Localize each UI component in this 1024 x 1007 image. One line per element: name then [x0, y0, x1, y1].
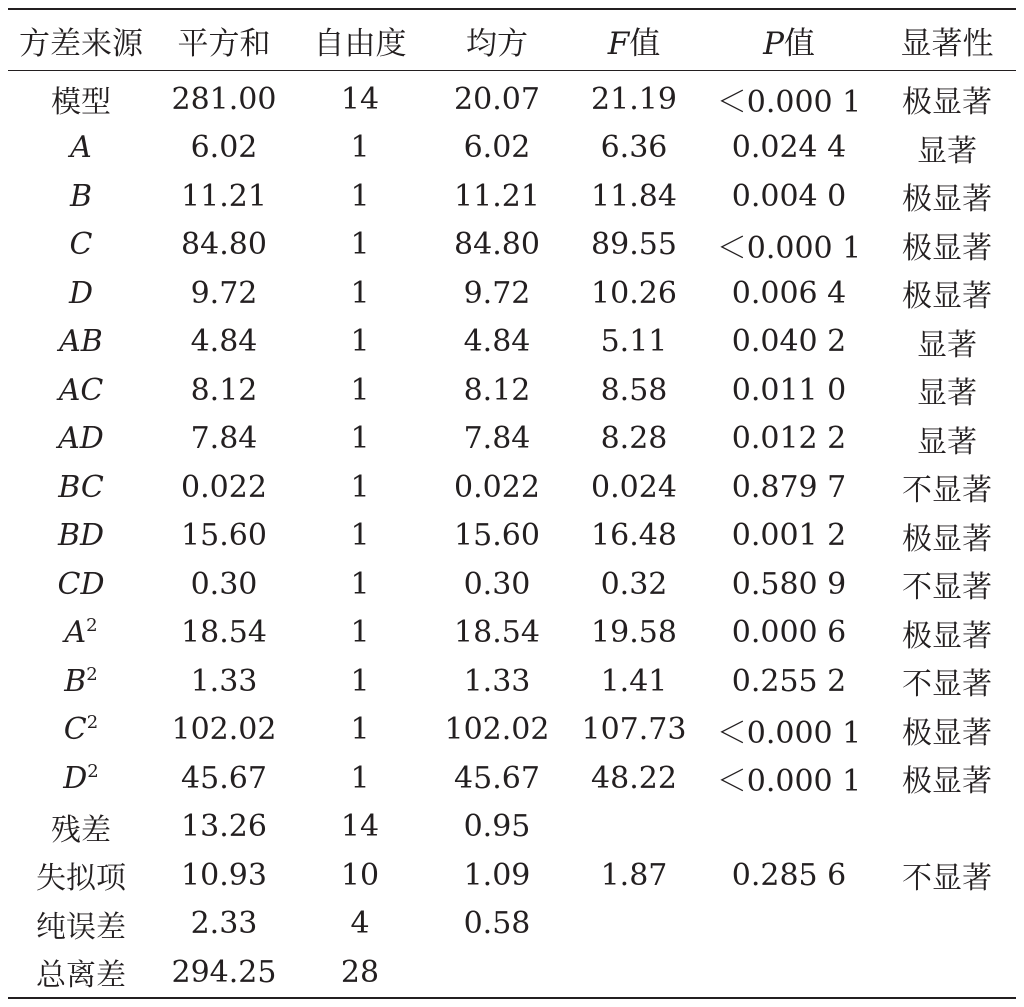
cell-sum-of-squares: 281.00 [171, 81, 277, 117]
cell-mean-square: 102.02 [444, 712, 550, 748]
cell-mean-square: 1.09 [463, 857, 531, 893]
cell-f-value: 11.84 [591, 178, 677, 214]
cell-degrees-of-freedom: 1 [350, 227, 370, 263]
cell-p-value: ＜0.000 1 [716, 230, 862, 266]
cell-p-value: 0.285 6 [731, 857, 847, 893]
table-row [8, 318, 1016, 367]
cell-sum-of-squares: 2.33 [190, 906, 258, 942]
cell-mean-square: 0.58 [463, 906, 531, 942]
cell-sum-of-squares: 11.21 [181, 178, 267, 214]
cell-significance: 极显著 [902, 230, 992, 266]
anova-table [8, 8, 1016, 999]
cell-degrees-of-freedom: 1 [350, 663, 370, 699]
cell-f-value [568, 900, 700, 949]
cell-p-value: ＜0.000 1 [716, 764, 862, 800]
cell-significance [878, 900, 1016, 949]
cell-degrees-of-freedom: 1 [350, 566, 370, 602]
anova-table-container [8, 8, 1016, 999]
cell-degrees-of-freedom: 1 [350, 469, 370, 505]
cell-p-value: 0.004 0 [731, 178, 847, 214]
header-source: 方差来源 [19, 25, 143, 62]
cell-sum-of-squares: 8.12 [190, 372, 258, 408]
header-f-value: F值 [607, 25, 661, 62]
cell-significance [878, 803, 1016, 852]
cell-significance: 极显著 [902, 764, 992, 800]
cell-significance: 不显著 [902, 861, 992, 897]
cell-significance: 极显著 [902, 279, 992, 315]
cell-p-value: 0.580 9 [731, 566, 847, 602]
cell-sum-of-squares: 0.022 [181, 469, 267, 505]
cell-p-value: 0.024 4 [731, 130, 847, 166]
cell-degrees-of-freedom: 1 [350, 372, 370, 408]
cell-f-value: 10.26 [591, 275, 677, 311]
cell-mean-square: 0.95 [463, 809, 531, 845]
cell-significance: 极显著 [902, 618, 992, 654]
cell-degrees-of-freedom: 1 [350, 615, 370, 651]
cell-degrees-of-freedom: 4 [350, 906, 370, 942]
cell-sum-of-squares: 6.02 [190, 130, 258, 166]
cell-p-value: 0.040 2 [731, 324, 847, 360]
cell-source: C [69, 227, 93, 263]
cell-significance: 显著 [917, 376, 977, 412]
cell-mean-square: 84.80 [454, 227, 540, 263]
cell-degrees-of-freedom: 1 [350, 130, 370, 166]
cell-significance: 不显著 [902, 667, 992, 703]
table-row [8, 71, 1016, 124]
cell-source: 失拟项 [36, 861, 126, 897]
cell-significance: 极显著 [902, 85, 992, 121]
cell-mean-square: 7.84 [463, 421, 531, 457]
cell-sum-of-squares: 0.30 [190, 566, 258, 602]
cell-p-value [700, 948, 878, 998]
cell-mean-square: 0.022 [454, 469, 540, 505]
cell-f-value [568, 803, 700, 852]
cell-mean-square: 9.72 [463, 275, 531, 311]
header-significance: 显著性 [900, 25, 994, 62]
cell-f-value: 16.48 [591, 518, 677, 554]
cell-source: 模型 [51, 85, 111, 121]
cell-significance [878, 948, 1016, 998]
cell-p-value: 0.000 6 [731, 615, 847, 651]
cell-f-value: 21.19 [591, 81, 677, 117]
cell-significance: 不显著 [902, 473, 992, 509]
cell-source: AD [58, 421, 104, 457]
table-body [8, 71, 1016, 998]
cell-significance: 显著 [917, 327, 977, 363]
table-row [8, 754, 1016, 803]
cell-sum-of-squares: 102.02 [171, 712, 277, 748]
cell-f-value: 6.36 [600, 130, 668, 166]
table-row [8, 609, 1016, 658]
cell-sum-of-squares: 7.84 [190, 421, 258, 457]
cell-source: D [68, 275, 94, 311]
table-row [8, 415, 1016, 464]
cell-mean-square: 6.02 [463, 130, 531, 166]
table-row [8, 366, 1016, 415]
cell-sum-of-squares: 84.80 [181, 227, 267, 263]
cell-p-value: 0.879 7 [731, 469, 847, 505]
cell-sum-of-squares: 10.93 [181, 857, 267, 893]
cell-f-value: 0.024 [591, 469, 677, 505]
cell-mean-square: 20.07 [454, 81, 540, 117]
cell-significance: 显著 [917, 133, 977, 169]
cell-p-value: 0.012 2 [731, 421, 847, 457]
cell-source: $A^2$ [64, 615, 98, 651]
cell-degrees-of-freedom: 1 [350, 275, 370, 311]
cell-p-value: 0.006 4 [731, 275, 847, 311]
cell-mean-square [426, 948, 568, 998]
cell-degrees-of-freedom: 10 [340, 857, 380, 893]
table-row [8, 124, 1016, 173]
cell-source: $B^2$ [64, 663, 98, 699]
table-row [8, 657, 1016, 706]
cell-significance: 显著 [917, 424, 977, 460]
cell-mean-square: 15.60 [454, 518, 540, 554]
table-row [8, 948, 1016, 998]
cell-source: 纯误差 [36, 909, 126, 945]
cell-p-value: 0.255 2 [731, 663, 847, 699]
cell-source: 残差 [51, 812, 111, 848]
table-row [8, 463, 1016, 512]
cell-p-value [700, 803, 878, 852]
cell-degrees-of-freedom: 1 [350, 421, 370, 457]
cell-f-value: 0.32 [600, 566, 668, 602]
cell-p-value: 0.011 0 [731, 372, 847, 408]
cell-source: AB [59, 324, 103, 360]
cell-degrees-of-freedom: 28 [340, 954, 380, 990]
cell-mean-square: 4.84 [463, 324, 531, 360]
cell-significance: 极显著 [902, 521, 992, 557]
cell-mean-square: 0.30 [463, 566, 531, 602]
cell-p-value: 0.001 2 [731, 518, 847, 554]
cell-f-value: 1.87 [600, 857, 668, 893]
cell-degrees-of-freedom: 14 [340, 809, 380, 845]
cell-significance: 极显著 [902, 715, 992, 751]
cell-f-value: 48.22 [591, 760, 677, 796]
table-row [8, 803, 1016, 852]
cell-mean-square: 1.33 [463, 663, 531, 699]
cell-source: AC [58, 372, 104, 408]
header-mean-square: 均方 [466, 25, 528, 62]
table-row [8, 900, 1016, 949]
cell-f-value: 1.41 [600, 663, 668, 699]
cell-degrees-of-freedom: 1 [350, 178, 370, 214]
table-row [8, 512, 1016, 561]
table-row [8, 706, 1016, 755]
cell-sum-of-squares: 45.67 [181, 760, 267, 796]
cell-source: B [69, 178, 93, 214]
cell-f-value: 8.28 [600, 421, 668, 457]
cell-f-value [568, 948, 700, 998]
table-row [8, 172, 1016, 221]
cell-source: BD [57, 518, 105, 554]
cell-p-value: ＜0.000 1 [716, 715, 862, 751]
table-row [8, 221, 1016, 270]
cell-source: $D^2$ [63, 760, 99, 796]
cell-f-value: 19.58 [591, 615, 677, 651]
cell-sum-of-squares: 13.26 [181, 809, 267, 845]
header-row [8, 9, 1016, 71]
cell-f-value: 5.11 [600, 324, 668, 360]
table-row [8, 851, 1016, 900]
cell-degrees-of-freedom: 14 [340, 81, 380, 117]
cell-f-value: 107.73 [581, 712, 687, 748]
cell-mean-square: 18.54 [454, 615, 540, 651]
cell-f-value: 89.55 [591, 227, 677, 263]
cell-degrees-of-freedom: 1 [350, 712, 370, 748]
cell-mean-square: 45.67 [454, 760, 540, 796]
cell-sum-of-squares: 15.60 [181, 518, 267, 554]
header-p-value: P值 [763, 25, 815, 62]
cell-source: 总离差 [36, 958, 126, 994]
table-row [8, 560, 1016, 609]
cell-significance: 极显著 [902, 182, 992, 218]
cell-sum-of-squares: 9.72 [190, 275, 258, 311]
cell-sum-of-squares: 1.33 [190, 663, 258, 699]
cell-degrees-of-freedom: 1 [350, 760, 370, 796]
cell-mean-square: 8.12 [463, 372, 531, 408]
cell-degrees-of-freedom: 1 [350, 324, 370, 360]
table-header [8, 9, 1016, 71]
cell-source: BC [58, 469, 104, 505]
cell-p-value: ＜0.000 1 [716, 85, 862, 121]
cell-significance: 不显著 [902, 570, 992, 606]
cell-source: $C^2$ [63, 712, 99, 748]
header-sum-of-squares: 平方和 [177, 25, 271, 62]
cell-f-value: 8.58 [600, 372, 668, 408]
cell-p-value [700, 900, 878, 949]
header-degrees-of-freedom: 自由度 [313, 25, 407, 62]
table-row [8, 269, 1016, 318]
cell-sum-of-squares: 18.54 [181, 615, 267, 651]
cell-sum-of-squares: 4.84 [190, 324, 258, 360]
cell-source: CD [57, 566, 105, 602]
cell-degrees-of-freedom: 1 [350, 518, 370, 554]
cell-mean-square: 11.21 [454, 178, 540, 214]
cell-source: A [70, 130, 92, 166]
cell-sum-of-squares: 294.25 [171, 954, 277, 990]
